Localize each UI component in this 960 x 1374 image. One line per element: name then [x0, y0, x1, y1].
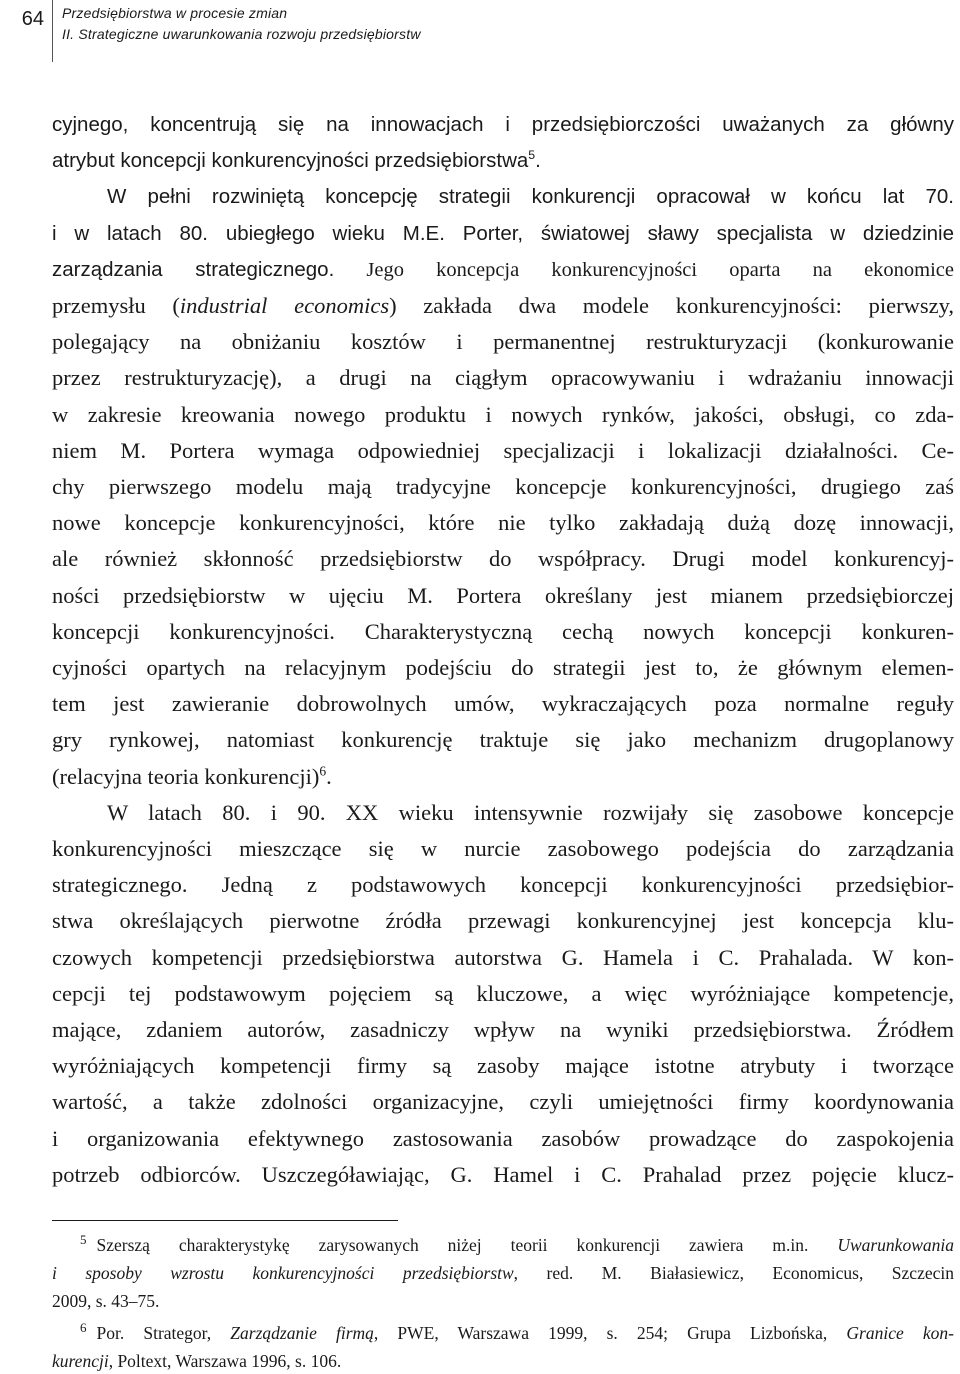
text-run: wartość, a także zdolności organizacyjne, czyli umiejętności firmy koordynowania: [52, 1089, 954, 1115]
text-run: gry rynkowej, natomiast konkurencję traktuje się jako mechanizm drugoplanowy: [52, 727, 954, 753]
text-line: [52, 578, 954, 614]
text-run: w zakresie kreowania nowego produktu i nowych rynków, jakości, obsługi, co zda-: [52, 401, 954, 427]
running-header-book-title: Przedsiębiorstwa w procesie zmian: [62, 5, 288, 21]
text-run: wyróżniających kompetencji firmy są zasoby mające istotne atrybuty i tworzące: [52, 1053, 954, 1079]
footnote-line: [52, 1233, 954, 1257]
text-run: i w latach 80. ubiegłego wieku M.E. Porter, światowej sławy specjalista w dziedzinie: [52, 221, 954, 245]
text-run: ) zakłada dwa modele konkurencyjności: pierwszy,: [389, 293, 954, 318]
text-run: cepcji tej podstawowym pojęciem są kluczowe, a więc wyróżniające kompetencje,: [52, 980, 954, 1006]
text-line: [52, 216, 954, 252]
text-line: [52, 288, 954, 324]
text-run: tem jest zawieranie dobrowolnych umów, wykraczających poza normalne reguły: [52, 691, 954, 717]
text-run: Por. Strategor,: [96, 1323, 231, 1343]
text-line: [52, 1012, 954, 1048]
text-run: koncepcji konkurencyjności. Charakterystyczną cechą nowych koncepcji konkuren-: [52, 618, 954, 644]
text-line: [52, 1157, 954, 1193]
text-line: [52, 505, 954, 541]
text-line: [52, 360, 954, 396]
text-run: niem M. Portera wymaga odpowiedniej specjalizacji i lokalizacji działalności. Ce-: [52, 437, 954, 463]
text-line: [52, 469, 954, 505]
italic-text: Uwarunkowania: [837, 1235, 954, 1255]
text-line: [52, 541, 954, 577]
text-run: cyjności opartych na relacyjnym podejściu do strategii jest to, że głównym elemen-: [52, 655, 954, 680]
text-run: zarządzania strategicznego.: [52, 257, 335, 281]
text-run: cyjnego, koncentrują się na innowacjach i przedsiębiorczości uważanych za główny: [52, 113, 954, 136]
text-line: [52, 867, 954, 903]
text-line: [52, 686, 954, 722]
text-run: W pełni rozwiniętą koncepcję strategii konkurencji opracował w końcu lat 70.: [107, 185, 954, 209]
text-run: Jego koncepcja konkurencyjności oparta na ekonomice: [334, 258, 954, 281]
italic-text: industrial economics: [179, 293, 390, 318]
italic-text: Zarządzanie firmą: [230, 1323, 374, 1343]
text-line: [52, 179, 954, 215]
text-run: ale również skłonność przedsiębiorstw do współpracy. Drugi model konkurencyj-: [52, 546, 954, 572]
text-line: [52, 1121, 954, 1157]
text-line: [52, 433, 954, 469]
text-line: [52, 1084, 954, 1120]
text-run: , red. M. Białasiewicz, Economicus, Szczecin: [513, 1263, 954, 1283]
text-line: [52, 650, 954, 686]
footnote-line: [52, 1289, 954, 1313]
italic-text: kurencji: [52, 1351, 109, 1371]
text-run: stwa określających pierwotne źródła przewagi konkurencyjnej jest koncepcja klu-: [52, 908, 954, 934]
text-run: .: [326, 763, 332, 789]
text-run: mające, zdaniem autorów, zasadniczy wpływ na wyniki przedsiębiorstwa. Źródłem: [52, 1017, 954, 1042]
text-run: przez restrukturyzację), a drugi na ciągłym opracowywaniu i wdrażaniu innowacji: [52, 365, 954, 391]
text-line: [52, 722, 954, 758]
text-line: [52, 759, 954, 795]
text-line: [52, 903, 954, 939]
text-line: [52, 795, 954, 831]
text-run: przemysłu (: [52, 293, 180, 318]
text-run: polegający na obniżaniu kosztów i permanentnej restrukturyzacji (konkurowanie: [52, 329, 954, 355]
text-run: chy pierwszego modelu mają tradycyjne koncepcje konkurencyjności, drugiego zaś: [52, 474, 954, 499]
text-line: [52, 324, 954, 360]
italic-text: i sposoby wzrostu konkurencyjności przedsiębiorstw: [52, 1263, 514, 1283]
page-number: 64: [21, 8, 44, 30]
text-run: potrzeb odbiorców. Uszczegóławiając, G. Hamel i C. Prahalad przez pojęcie klucz-: [52, 1161, 954, 1187]
footnote-line: [52, 1261, 954, 1285]
text-run: i organizowania efektywnego zastosowania zasobów prowadzące do zaspokojenia: [52, 1125, 954, 1151]
running-header: [0, 0, 960, 62]
running-header-chapter-title: II. Strategiczne uwarunkowania rozwoju przedsiębiorstw: [62, 26, 421, 42]
italic-text: Granice kon-: [846, 1323, 954, 1343]
text-run: atrybut koncepcji konkurencyjności przedsiębiorstwa: [52, 149, 529, 173]
text-line: [52, 397, 954, 433]
text-run: , PWE, Warszawa 1999, s. 254; Grupa Lizbońska,: [373, 1323, 847, 1343]
text-run: W latach 80. i 90. XX wieku intensywnie rozwijały się zasobowe koncepcje: [107, 799, 954, 825]
text-run: 2009, s. 43–75.: [52, 1291, 160, 1311]
footnote-line: [52, 1349, 954, 1373]
text-line: [52, 1048, 954, 1084]
footnote-marker: 6: [80, 1321, 87, 1336]
footnote-line: [52, 1321, 954, 1345]
text-line: [52, 831, 954, 867]
text-line: [52, 940, 954, 976]
header-divider: [52, 0, 53, 62]
text-run: nowe koncepcje konkurencyjności, które nie tylko zakładają dużą dozę innowacji,: [52, 510, 954, 536]
footnote-marker: 5: [80, 1233, 87, 1248]
footnote-reference: 5: [528, 148, 536, 163]
text-run: konkurencyjności mieszczące się w nurcie zasobowego podejścia do zarządzania: [52, 836, 954, 861]
text-run: Szerszą charakterystykę zarysowanych niżej teorii konkurencji zawiera m.in.: [96, 1235, 838, 1255]
text-run: , Poltext, Warszawa 1996, s. 106.: [108, 1351, 342, 1371]
text-line: [52, 614, 954, 650]
footnote-separator: [52, 1220, 398, 1221]
text-run: czowych kompetencji przedsiębiorstwa autorstwa G. Hamela i C. Prahalada. W kon-: [52, 944, 954, 970]
text-line: [52, 252, 954, 288]
footnote-reference: 6: [319, 763, 327, 779]
text-run: strategicznego. Jedną z podstawowych koncepcji konkurencyjności przedsiębior-: [52, 872, 954, 898]
text-line: [52, 107, 954, 143]
text-run: (relacyjna teoria konkurencji): [52, 763, 320, 789]
text-line: [52, 976, 954, 1012]
text-run: ności przedsiębiorstw w ujęciu M. Portera określany jest mianem przedsiębiorczej: [52, 582, 954, 608]
text-line: [52, 143, 954, 179]
text-run: .: [535, 149, 541, 173]
